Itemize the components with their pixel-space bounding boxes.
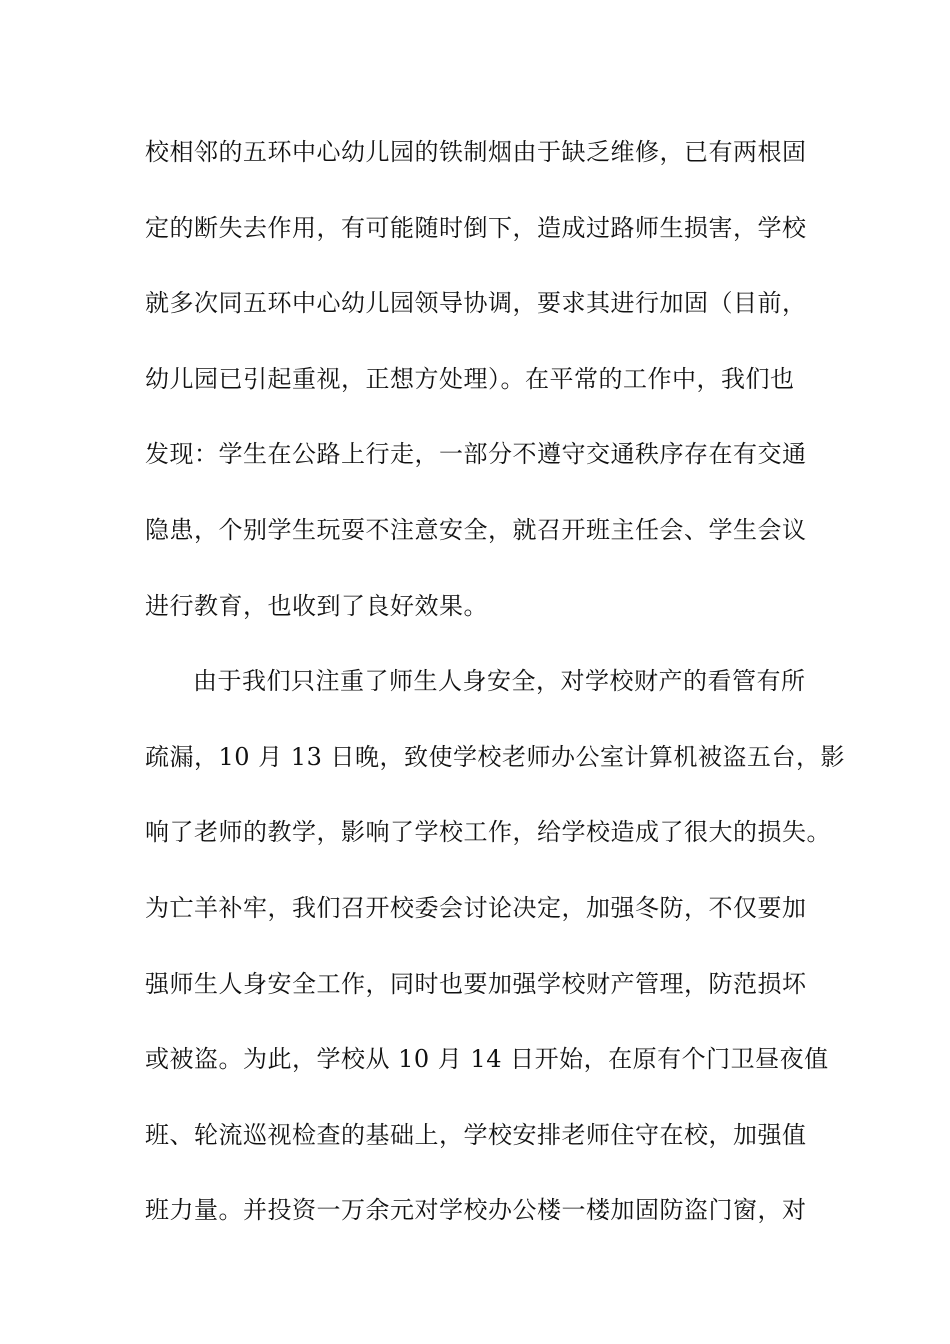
text-line: 班力量。并投资一万余元对学校办公楼一楼加固防盗门窗，对	[145, 1196, 807, 1225]
text-line: 班、轮流巡视检查的基础上，学校安排老师住守在校，加强值	[145, 1120, 807, 1149]
paragraph-2	[145, 657, 845, 1262]
text-line: 校相邻的五环中心幼儿园的铁制烟由于缺乏维修，已有两根固	[145, 138, 807, 166]
text-line: 强师生人身安全工作，同时也要加强学校财产管理，防范损坏	[145, 969, 807, 998]
text-line: 发现：学生在公路上行走，一部分不遵守交通秩序存在有交通	[145, 440, 807, 469]
paragraph-1	[145, 128, 825, 657]
text-line: 或被盗。为此，学校从 10 月 14 日开始，在原有个门卫昼夜值	[145, 1045, 829, 1074]
text-line: 定的断失去作用，有可能随时倒下，造成过路师生损害，学校	[145, 213, 807, 242]
text-line: 进行教育，也收到了良好效果。	[145, 591, 488, 620]
text-line: 响了老师的教学，影响了学校工作，给学校造成了很大的损失。	[145, 818, 831, 847]
text-line: 就多次同五环中心幼儿园领导协调，要求其进行加固（目前，	[145, 289, 807, 318]
text-line: 隐患，个别学生玩耍不注意安全，就召开班主任会、学生会议	[145, 515, 807, 544]
text-line-indented: 由于我们只注重了师生人身安全，对学校财产的看管有所	[193, 667, 806, 696]
text-line: 为亡羊补牢，我们召开校委会讨论决定，加强冬防，不仅要加	[145, 893, 807, 922]
text-line: 幼儿园已引起重视，正想方处理）。在平常的工作中，我们也	[145, 364, 795, 393]
body-text	[145, 128, 845, 1262]
text-line: 疏漏，10 月 13 日晚，致使学校老师办公室计算机被盗五台，影	[145, 742, 845, 771]
